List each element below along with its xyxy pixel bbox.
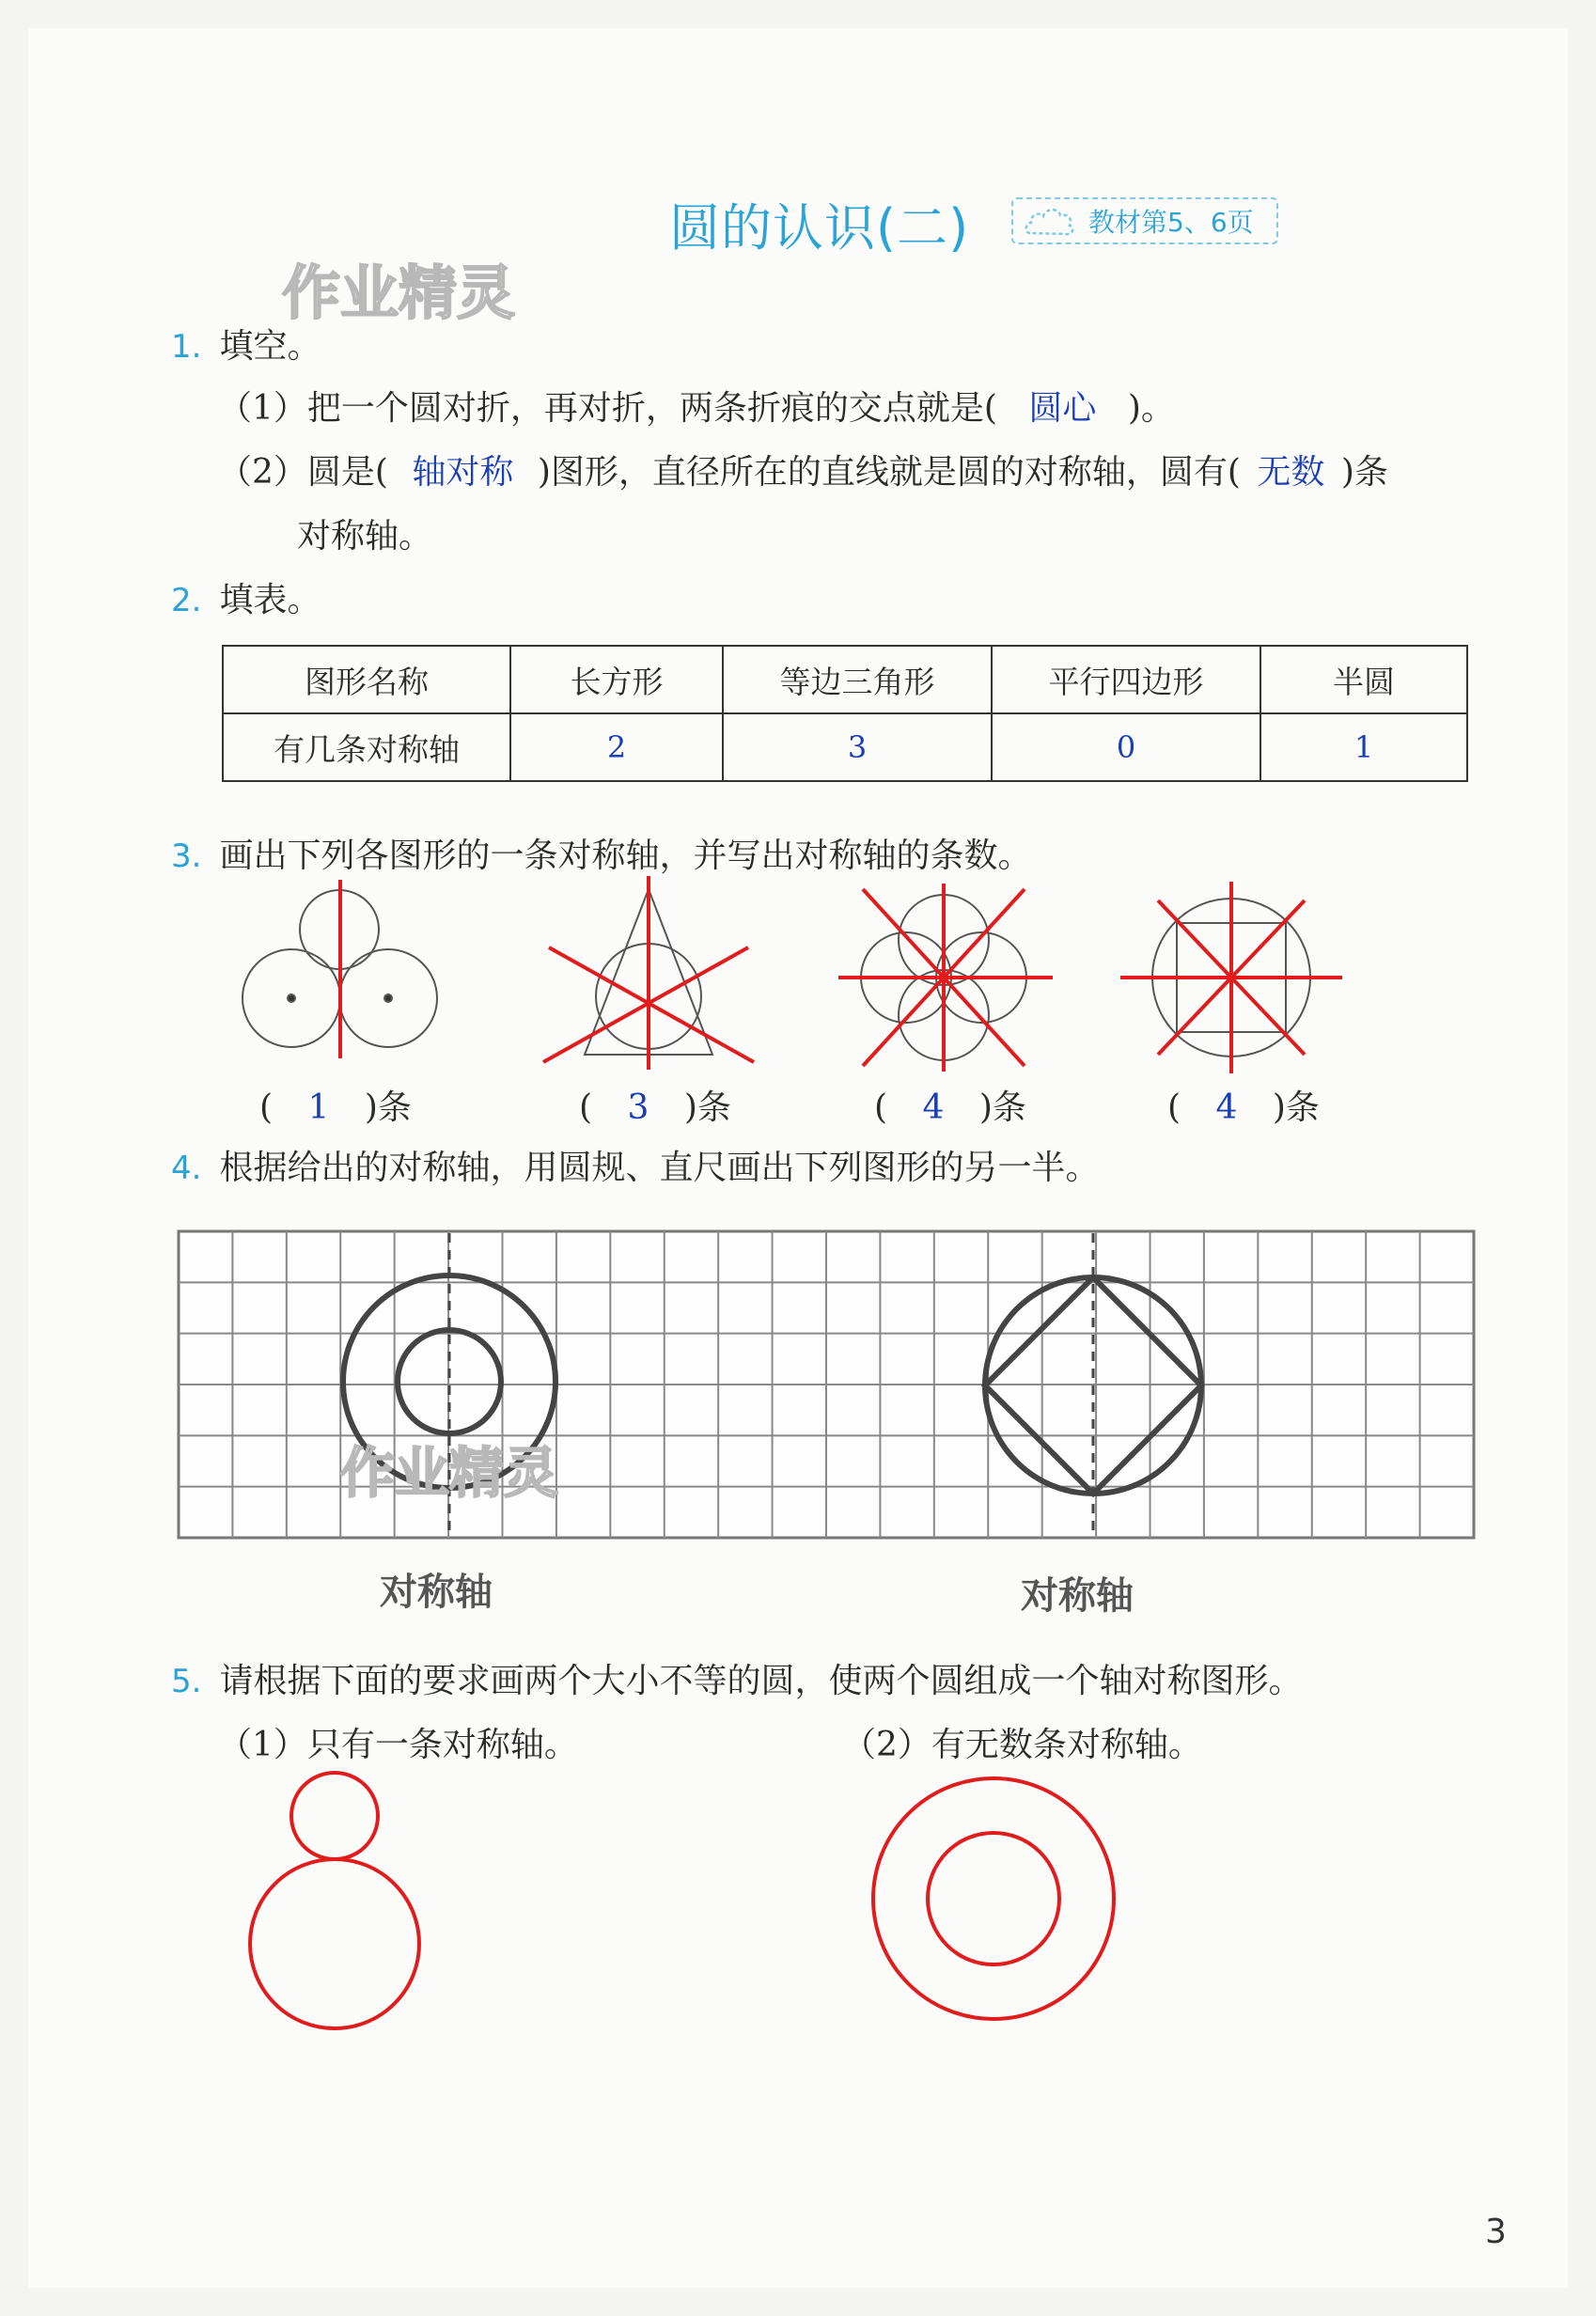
table-cell: 半圆 bbox=[1260, 646, 1467, 713]
answer-blank: 圆心 bbox=[1028, 389, 1097, 428]
axis-label-right: 对称轴 bbox=[1021, 1574, 1134, 1618]
answer-blank: 3 bbox=[627, 1088, 649, 1127]
table-cell: 图形名称 bbox=[223, 646, 510, 713]
answer-label-4 bbox=[1167, 1081, 1320, 1129]
watermark: 作业精灵 bbox=[340, 1441, 559, 1505]
question-text: 填空。 bbox=[219, 327, 321, 366]
answer-label-1 bbox=[259, 1081, 412, 1129]
table-cell: 平行四边形 bbox=[992, 646, 1260, 713]
answer-label-3 bbox=[874, 1081, 1026, 1129]
answer-cell: 1 bbox=[1260, 713, 1467, 781]
paren-open: ( bbox=[1167, 1088, 1181, 1127]
paren-close: )条 bbox=[683, 1088, 731, 1127]
answer-blank: 无数 bbox=[1257, 453, 1325, 492]
four-circles-figure bbox=[838, 884, 1053, 1072]
axis-label-left: 对称轴 bbox=[380, 1571, 493, 1614]
textbook-reference-label: 教材第5、6页 bbox=[1088, 207, 1254, 238]
paren-open: ( bbox=[259, 1088, 274, 1127]
answer-cell: 2 bbox=[510, 713, 723, 781]
table-cell: 等边三角形 bbox=[723, 646, 992, 713]
page-title: 圆的认识(二) bbox=[669, 198, 970, 258]
watermark: 作业精灵 bbox=[282, 258, 516, 327]
answer-blank: 轴对称 bbox=[412, 453, 514, 492]
question-number: 1. bbox=[171, 328, 202, 366]
question-text: 根据给出的对称轴，用圆规、直尺画出下列图形的另一半。 bbox=[219, 1149, 1100, 1187]
question-number: 4. bbox=[171, 1150, 202, 1187]
paren-open: ( bbox=[874, 1088, 888, 1127]
one-axis-circles-drawing bbox=[250, 1773, 419, 2028]
paren-close: )条 bbox=[1272, 1088, 1320, 1127]
answer-blank: 4 bbox=[1215, 1088, 1238, 1127]
question-5-part-2: （2）有无数条对称轴。 bbox=[842, 1726, 1202, 1764]
blank-suffix: )。 bbox=[1127, 389, 1175, 428]
question-1-part-2-continued: 对称轴。 bbox=[297, 517, 433, 556]
paren-close: )条 bbox=[364, 1088, 412, 1127]
question-4 bbox=[171, 1141, 1100, 1189]
question-text: 画出下列各图形的一条对称轴，并写出对称轴的条数。 bbox=[219, 837, 1032, 875]
question-number: 2. bbox=[171, 582, 202, 619]
blank-prefix: （1）把一个圆对折，再对折，两条折痕的交点就是( bbox=[218, 389, 997, 428]
paren-open: ( bbox=[579, 1088, 593, 1127]
answer-blank: 4 bbox=[922, 1088, 945, 1127]
answer-label-2 bbox=[579, 1081, 731, 1129]
table-cell: 长方形 bbox=[510, 646, 723, 713]
blank-prefix: （2）圆是( bbox=[218, 453, 388, 492]
concentric-circles-drawing bbox=[873, 1778, 1114, 2019]
question-number: 3. bbox=[171, 837, 202, 875]
blank-middle: )图形，直径所在的直线就是圆的对称轴，圆有( bbox=[537, 453, 1241, 492]
paren-close: )条 bbox=[978, 1088, 1026, 1127]
square-circle-figure bbox=[1120, 882, 1342, 1073]
answer-cell: 3 bbox=[723, 713, 992, 781]
three-circles-figure bbox=[243, 880, 437, 1058]
blank-suffix: )条 bbox=[1340, 453, 1388, 492]
page-number: 3 bbox=[1485, 2213, 1507, 2251]
question-5-part-1: （1）只有一条对称轴。 bbox=[218, 1726, 578, 1764]
answer-blank: 1 bbox=[307, 1088, 330, 1127]
question-number: 5. bbox=[171, 1663, 202, 1700]
question-text: 填表。 bbox=[219, 581, 321, 619]
triangle-circle-figure bbox=[543, 876, 754, 1070]
table-cell: 有几条对称轴 bbox=[223, 713, 510, 781]
question-5 bbox=[171, 1654, 1303, 1702]
question-text: 请根据下面的要求画两个大小不等的圆，使两个圆组成一个轴对称图形。 bbox=[219, 1662, 1303, 1700]
answer-cell: 0 bbox=[992, 713, 1260, 781]
